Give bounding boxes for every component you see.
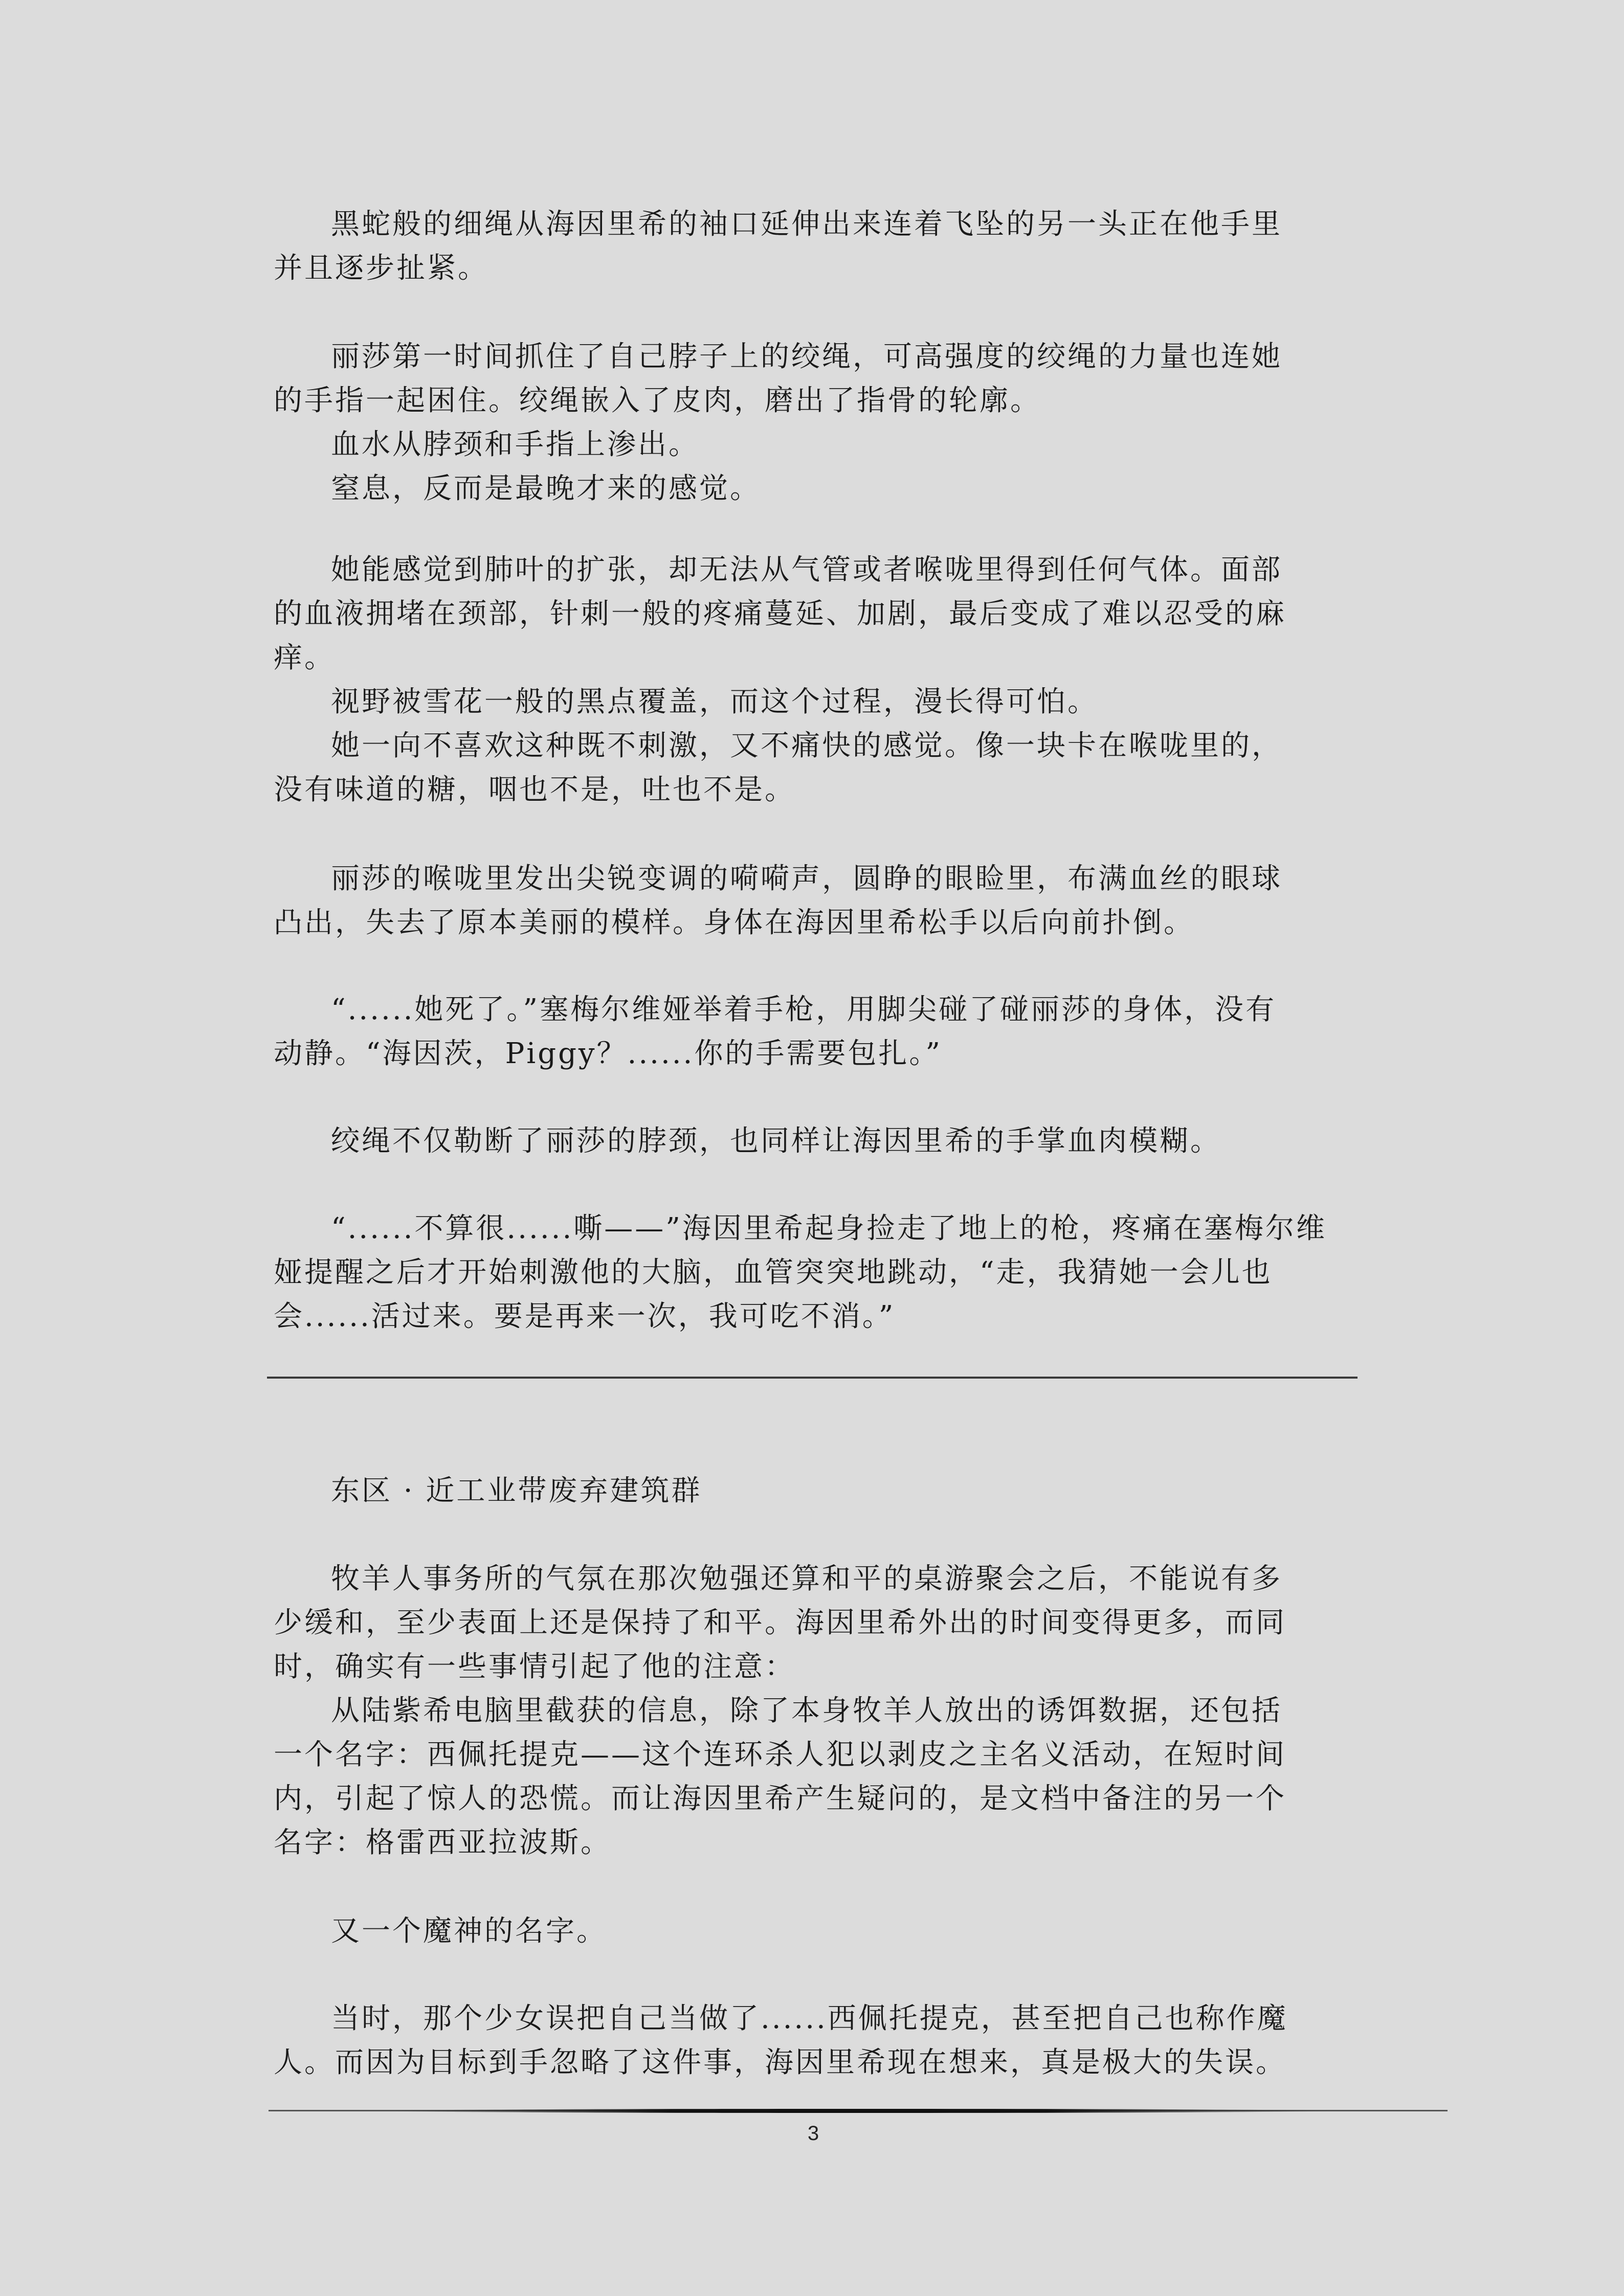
section-heading xyxy=(274,1469,1358,1513)
paragraph-line: 会......活过来。要是再来一次，我可吃不消。” xyxy=(274,1300,896,1333)
paragraph-line: 人。而因为目标到手忽略了这件事，海因里希现在想来，真是极大的失误。 xyxy=(274,2046,1286,2079)
text-block-top xyxy=(274,202,1358,290)
paragraph-line: 窒息，反而是最晚才来的感觉。 xyxy=(331,472,761,505)
section-divider xyxy=(267,1377,1358,1379)
page-number: 3 xyxy=(807,2122,819,2145)
paragraph-line: 她一向不喜欢这种既不刺激，又不痛快的感觉。像一块卡在喉咙里的， xyxy=(331,729,1282,762)
text-block-top xyxy=(274,1207,1358,1339)
text-block-top xyxy=(274,1119,1358,1163)
text-block-top xyxy=(274,857,1358,945)
paragraph-line: 当时，那个少女误把自己当做了......西佩托提克，甚至把自己也称作魔 xyxy=(331,2002,1288,2035)
paragraph-line: 凸出，失去了原本美丽的模样。身体在海因里希松手以后向前扑倒。 xyxy=(274,906,1194,939)
text-block-top xyxy=(274,335,1358,511)
paragraph-line: 血水从脖颈和手指上渗出。 xyxy=(331,428,699,461)
paragraph-line: 没有味道的糖，咽也不是，吐也不是。 xyxy=(274,773,795,806)
paragraph-line: 娅提醒之后才开始刺激他的大脑，血管突突地跳动，“走，我猜她一会儿也 xyxy=(274,1256,1273,1289)
paragraph-line: 并且逐步扯紧。 xyxy=(274,252,488,285)
paragraph-line: 时，确实有一些事情引起了他的注意： xyxy=(274,1650,795,1683)
paragraph-line: 又一个魔神的名字。 xyxy=(331,1915,607,1948)
paragraph-line: 的手指一起困住。绞绳嵌入了皮肉，磨出了指骨的轮廓。 xyxy=(274,384,1041,417)
text-block-bottom xyxy=(274,1557,1358,1865)
paragraph-line: 丽莎第一时间抓住了自己脖子上的绞绳，可高强度的绞绳的力量也连她 xyxy=(331,340,1282,373)
paragraph-line: 她能感觉到肺叶的扩张，却无法从气管或者喉咙里得到任何气体。面部 xyxy=(331,553,1282,587)
paragraph-line: 一个名字：西佩托提克——这个连环杀人犯以剥皮之主名义活动，在短时间 xyxy=(274,1738,1286,1771)
footer-rule xyxy=(269,2109,1448,2113)
paragraph-line: 牧羊人事务所的气氛在那次勉强还算和平的桌游聚会之后，不能说有多 xyxy=(331,1562,1282,1595)
paragraph-line: 视野被雪花一般的黑点覆盖，而这个过程，漫长得可怕。 xyxy=(331,685,1098,718)
paragraph-line: 动静。“海因茨，Piggy？......你的手需要包扎。” xyxy=(274,1037,942,1070)
paragraph-line: 痒。 xyxy=(274,641,335,674)
paragraph-line: 黑蛇般的细绳从海因里希的袖口延伸出来连着飞坠的另一头正在他手里 xyxy=(331,208,1282,241)
paragraph-line: 从陆紫希电脑里截获的信息，除了本身牧羊人放出的诱饵数据，还包括 xyxy=(331,1694,1282,1727)
text-block-top xyxy=(274,548,1358,812)
text-block-top xyxy=(274,988,1358,1076)
paragraph-line: 内，引起了惊人的恐慌。而让海因里希产生疑问的，是文档中备注的另一个 xyxy=(274,1782,1286,1815)
text-block-bottom xyxy=(274,1997,1358,2085)
paragraph-line: 的血液拥堵在颈部，针刺一般的疼痛蔓延、加剧，最后变成了难以忍受的麻 xyxy=(274,597,1286,631)
paragraph-line: “......她死了。”塞梅尔维娅举着手枪，用脚尖碰了碰丽莎的身体，没有 xyxy=(331,993,1277,1026)
paragraph-line: 少缓和，至少表面上还是保持了和平。海因里希外出的时间变得更多，而同 xyxy=(274,1606,1286,1639)
paragraph-line: 丽莎的喉咙里发出尖锐变调的嗬嗬声，圆睁的眼睑里，布满血丝的眼球 xyxy=(331,862,1282,895)
text-block-bottom xyxy=(274,1909,1358,1953)
paragraph-line: “......不算很......嘶——”海因里希起身捡走了地上的枪，疼痛在塞梅尔维 xyxy=(331,1212,1327,1245)
paragraph-line: 名字：格雷西亚拉波斯。 xyxy=(274,1826,611,1859)
paragraph-line: 绞绳不仅勒断了丽莎的脖颈，也同样让海因里希的手掌血肉模糊。 xyxy=(331,1124,1221,1158)
section-heading-text: 东区 · 近工业带废弃建筑群 xyxy=(331,1474,702,1507)
